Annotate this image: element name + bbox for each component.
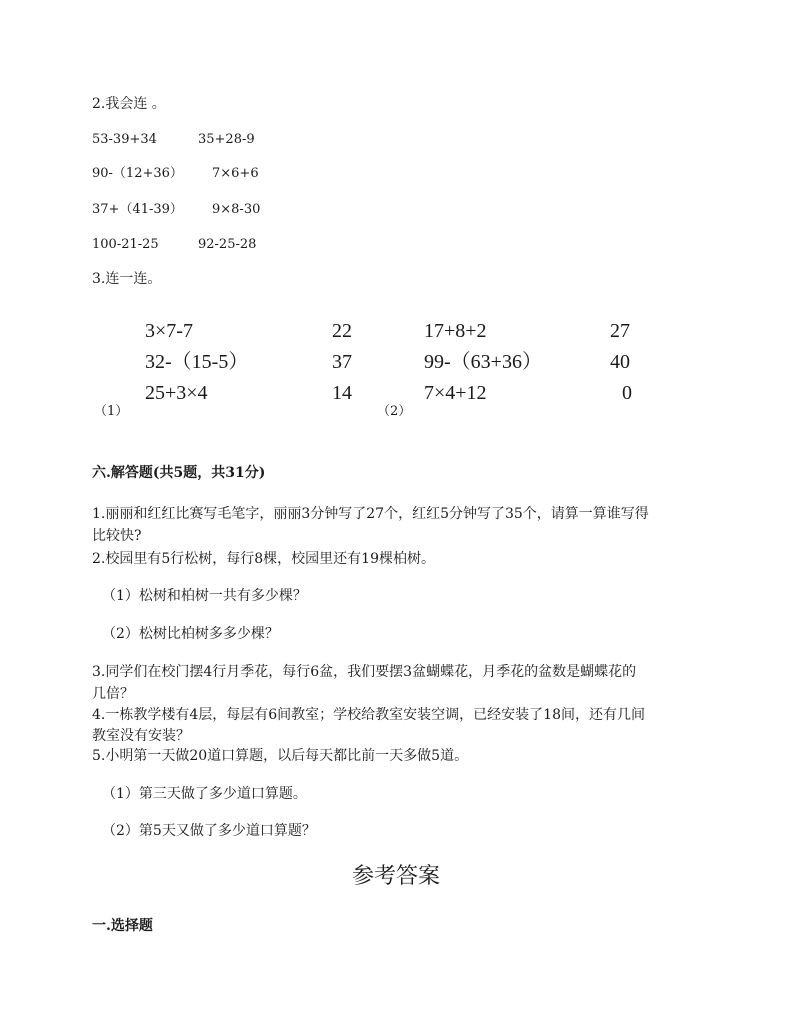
problem5-sub1: （1）第三天做了多少道口算题。 [102,786,307,802]
answers-title: 参考答案 [352,864,441,889]
q3-heading: 3.连一连。 [92,271,162,287]
q2-heading: 2.我会连 。 [92,96,166,112]
q2-left-expr-3: 37+（41-39） [92,202,183,217]
q2-right-expr-4: 92-25-28 [198,237,257,252]
problem5: 5.小明第一天做20道口算题，以后每天都比前一天多做5道。 [92,748,469,764]
q2-left-expr-1: 53-39+34 [92,132,157,147]
problem2: 2.校园里有5行松树，每行8棵，校园里还有19棵柏树。 [92,551,435,567]
q3-g2-expr-2: 99-（63+36） [424,351,542,373]
q3-g1-answer-1: 22 [332,320,352,342]
q3-g1-expr-1: 3×7-7 [145,320,193,342]
q3-g2-expr-3: 7×4+12 [424,382,487,404]
q3-g2-answer-1: 27 [610,320,630,342]
q3-g2-answer-3: 0 [622,382,632,404]
q2-right-expr-2: 7×6+6 [212,166,259,181]
answers-section1-heading: 一.选择题 [92,918,153,934]
problem1-line2: 比较快? [92,528,142,544]
problem4-line1: 4.一栋教学楼有4层，每层有6间教室；学校给教室安装空调，已经安装了18间，还有几间 [92,707,645,723]
q3-g2-expr-1: 17+8+2 [424,320,487,342]
problem2-sub1: （1）松树和柏树一共有多少棵？ [102,588,307,604]
q3-g1-answer-2: 37 [332,351,352,373]
q2-right-expr-1: 35+28-9 [198,132,255,147]
problem2-sub2: （2）松树比柏树多多少棵？ [102,626,279,642]
problem5-sub2: （2）第5天又做了多少道口算题？ [102,823,316,839]
q2-right-expr-3: 9×8-30 [212,202,261,217]
section6-heading: 六.解答题(共5题，共31分) [92,465,266,481]
problem1-line1: 1.丽丽和红红比赛写毛笔字，丽丽3分钟写了27个，红红5分钟写了35个，请算一算谁写得 [92,506,649,522]
q3-g2-answer-2: 40 [610,351,630,373]
q3-g2-label: （2） [377,404,412,419]
problem3-line2: 几倍？ [92,686,134,702]
q3-g1-answer-3: 14 [332,382,352,404]
q3-g1-expr-2: 32-（15-5） [145,351,249,373]
q3-g1-label: （1） [94,404,129,419]
q2-left-expr-2: 90-（12+36） [92,166,183,181]
q2-left-expr-4: 100-21-25 [92,237,159,252]
q3-g1-expr-3: 25+3×4 [145,382,208,404]
problem3-line1: 3.同学们在校门摆4行月季花，每行6盆，我们要摆3盆蝴蝶花，月季花的盆数是蝴蝶花的 [92,664,637,680]
problem4-line2: 教室没有安装？ [92,728,190,744]
